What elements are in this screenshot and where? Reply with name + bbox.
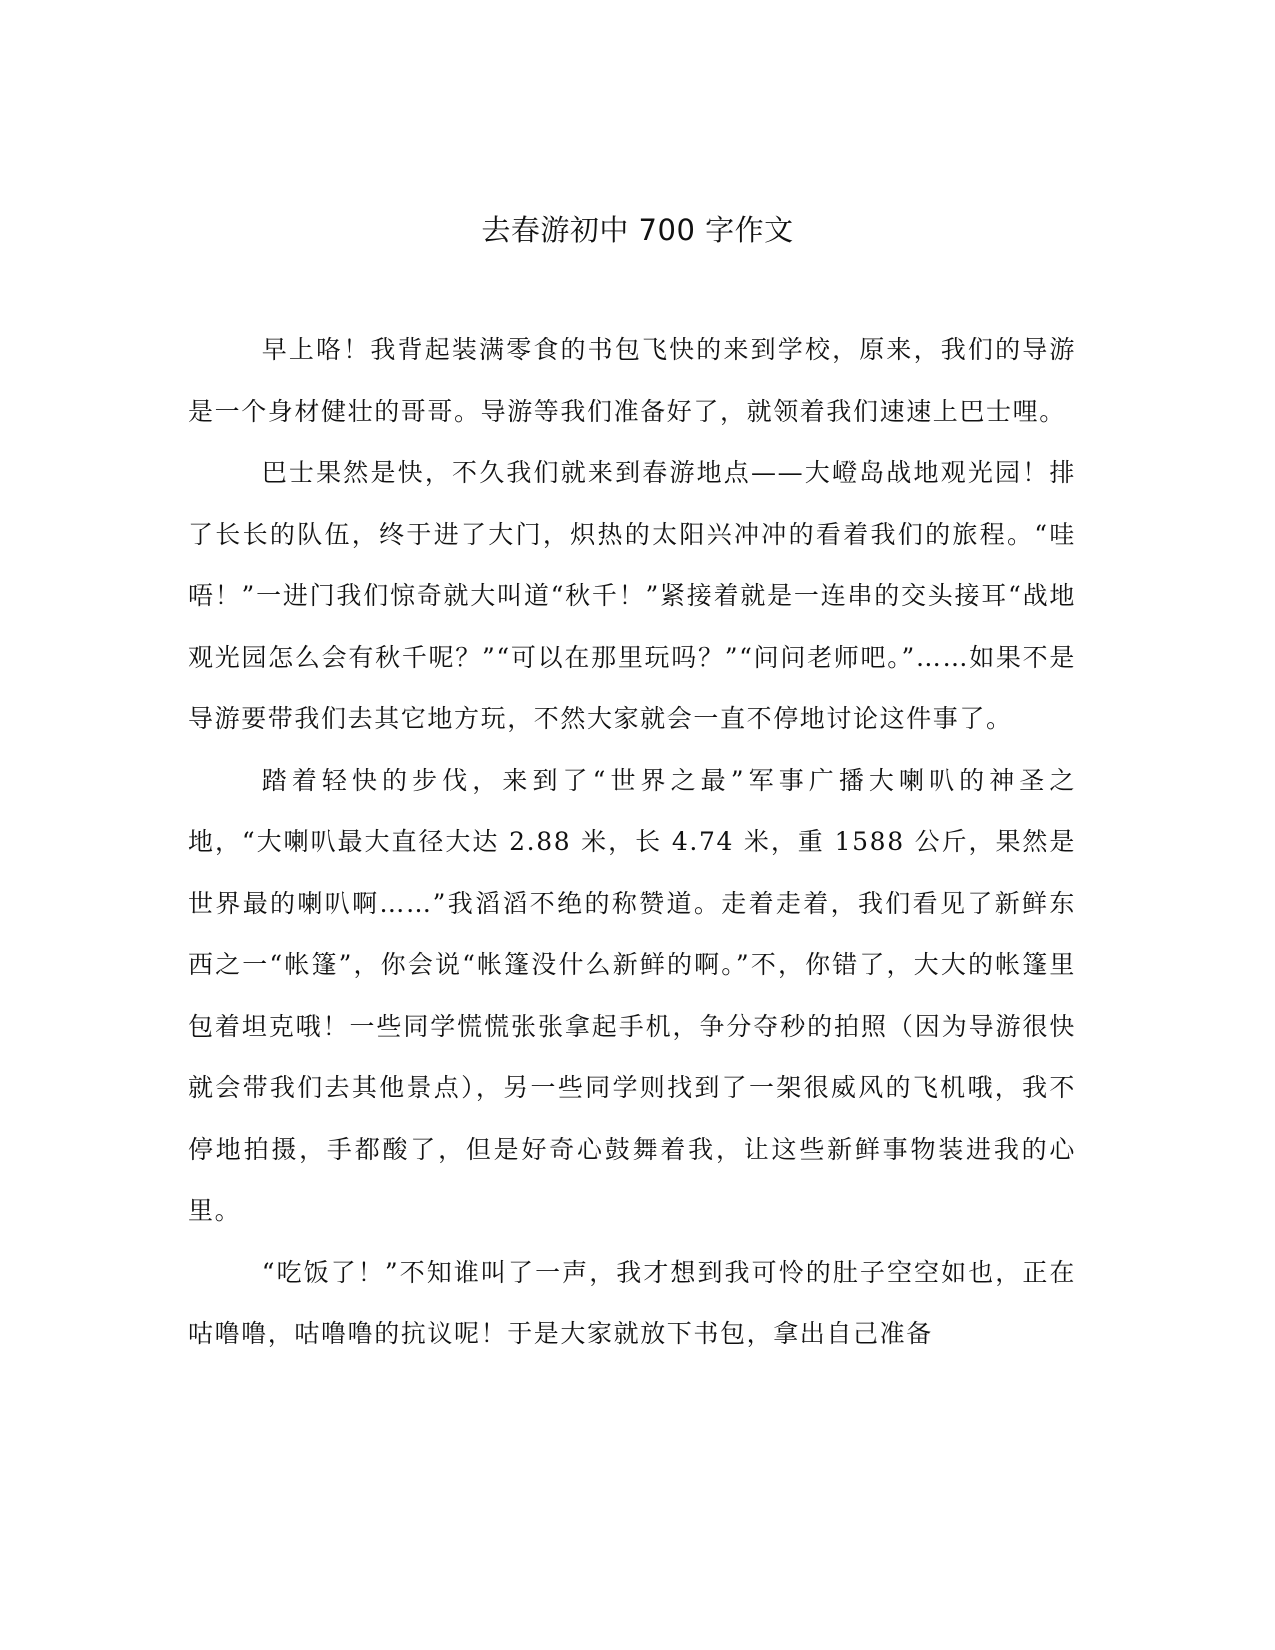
paragraph-2: 巴士果然是快，不久我们就来到春游地点——大嶝岛战地观光园！排了长长的队伍，终于进了大门，炽热的太阳兴冲冲的看着我们的旅程。“哇唔！”一进门我们惊奇就大叫道“秋千！”紧接着就是一连串的交头接耳“战地观光园怎么会有秋千呢？”“可以在那里玩吗？”“问问老师吧。”……如果不是导游要带我们去其它地方玩，不然大家就会一直不停地讨论这件事了。 bbox=[188, 458, 1076, 733]
paragraph-1: 早上咯！我背起装满零食的书包飞快的来到学校，原来，我们的导游是一个身材健壮的哥哥。导游等我们准备好了，就领着我们速速上巴士哩。 bbox=[188, 335, 1076, 426]
document-body bbox=[188, 319, 1076, 1365]
paragraph-4: “吃饭了！”不知谁叫了一声，我才想到我可怜的肚子空空如也，正在咕噜噜，咕噜噜的抗议呢！于是大家就放下书包，拿出自己准备 bbox=[188, 1257, 1076, 1348]
paragraph-3: 踏着轻快的步伐，来到了“世界之最”军事广播大喇叭的神圣之地，“大喇叭最大直径大达 2.88 米，长 4.74 米，重 1588 公斤，果然是世界最的喇叭啊……”我滔滔不绝的称赞道。走着走着，我们看见了新鲜东西之一“帐篷”，你会说“帐篷没什么新鲜的啊。”不，你错了，大大的帐篷里包着坦克哦！一些同学慌慌张张拿起手机，争分夺秒的拍照（因为导游很快就会带我们去其他景点），另一些同学则找到了一架很威风的飞机哦，我不停地拍摄，手都酸了，但是好奇心鼓舞着我，让这些新鲜事物装进我的心里。 bbox=[188, 765, 1076, 1225]
document-title: 去春游初中 700 字作文 bbox=[481, 213, 794, 247]
